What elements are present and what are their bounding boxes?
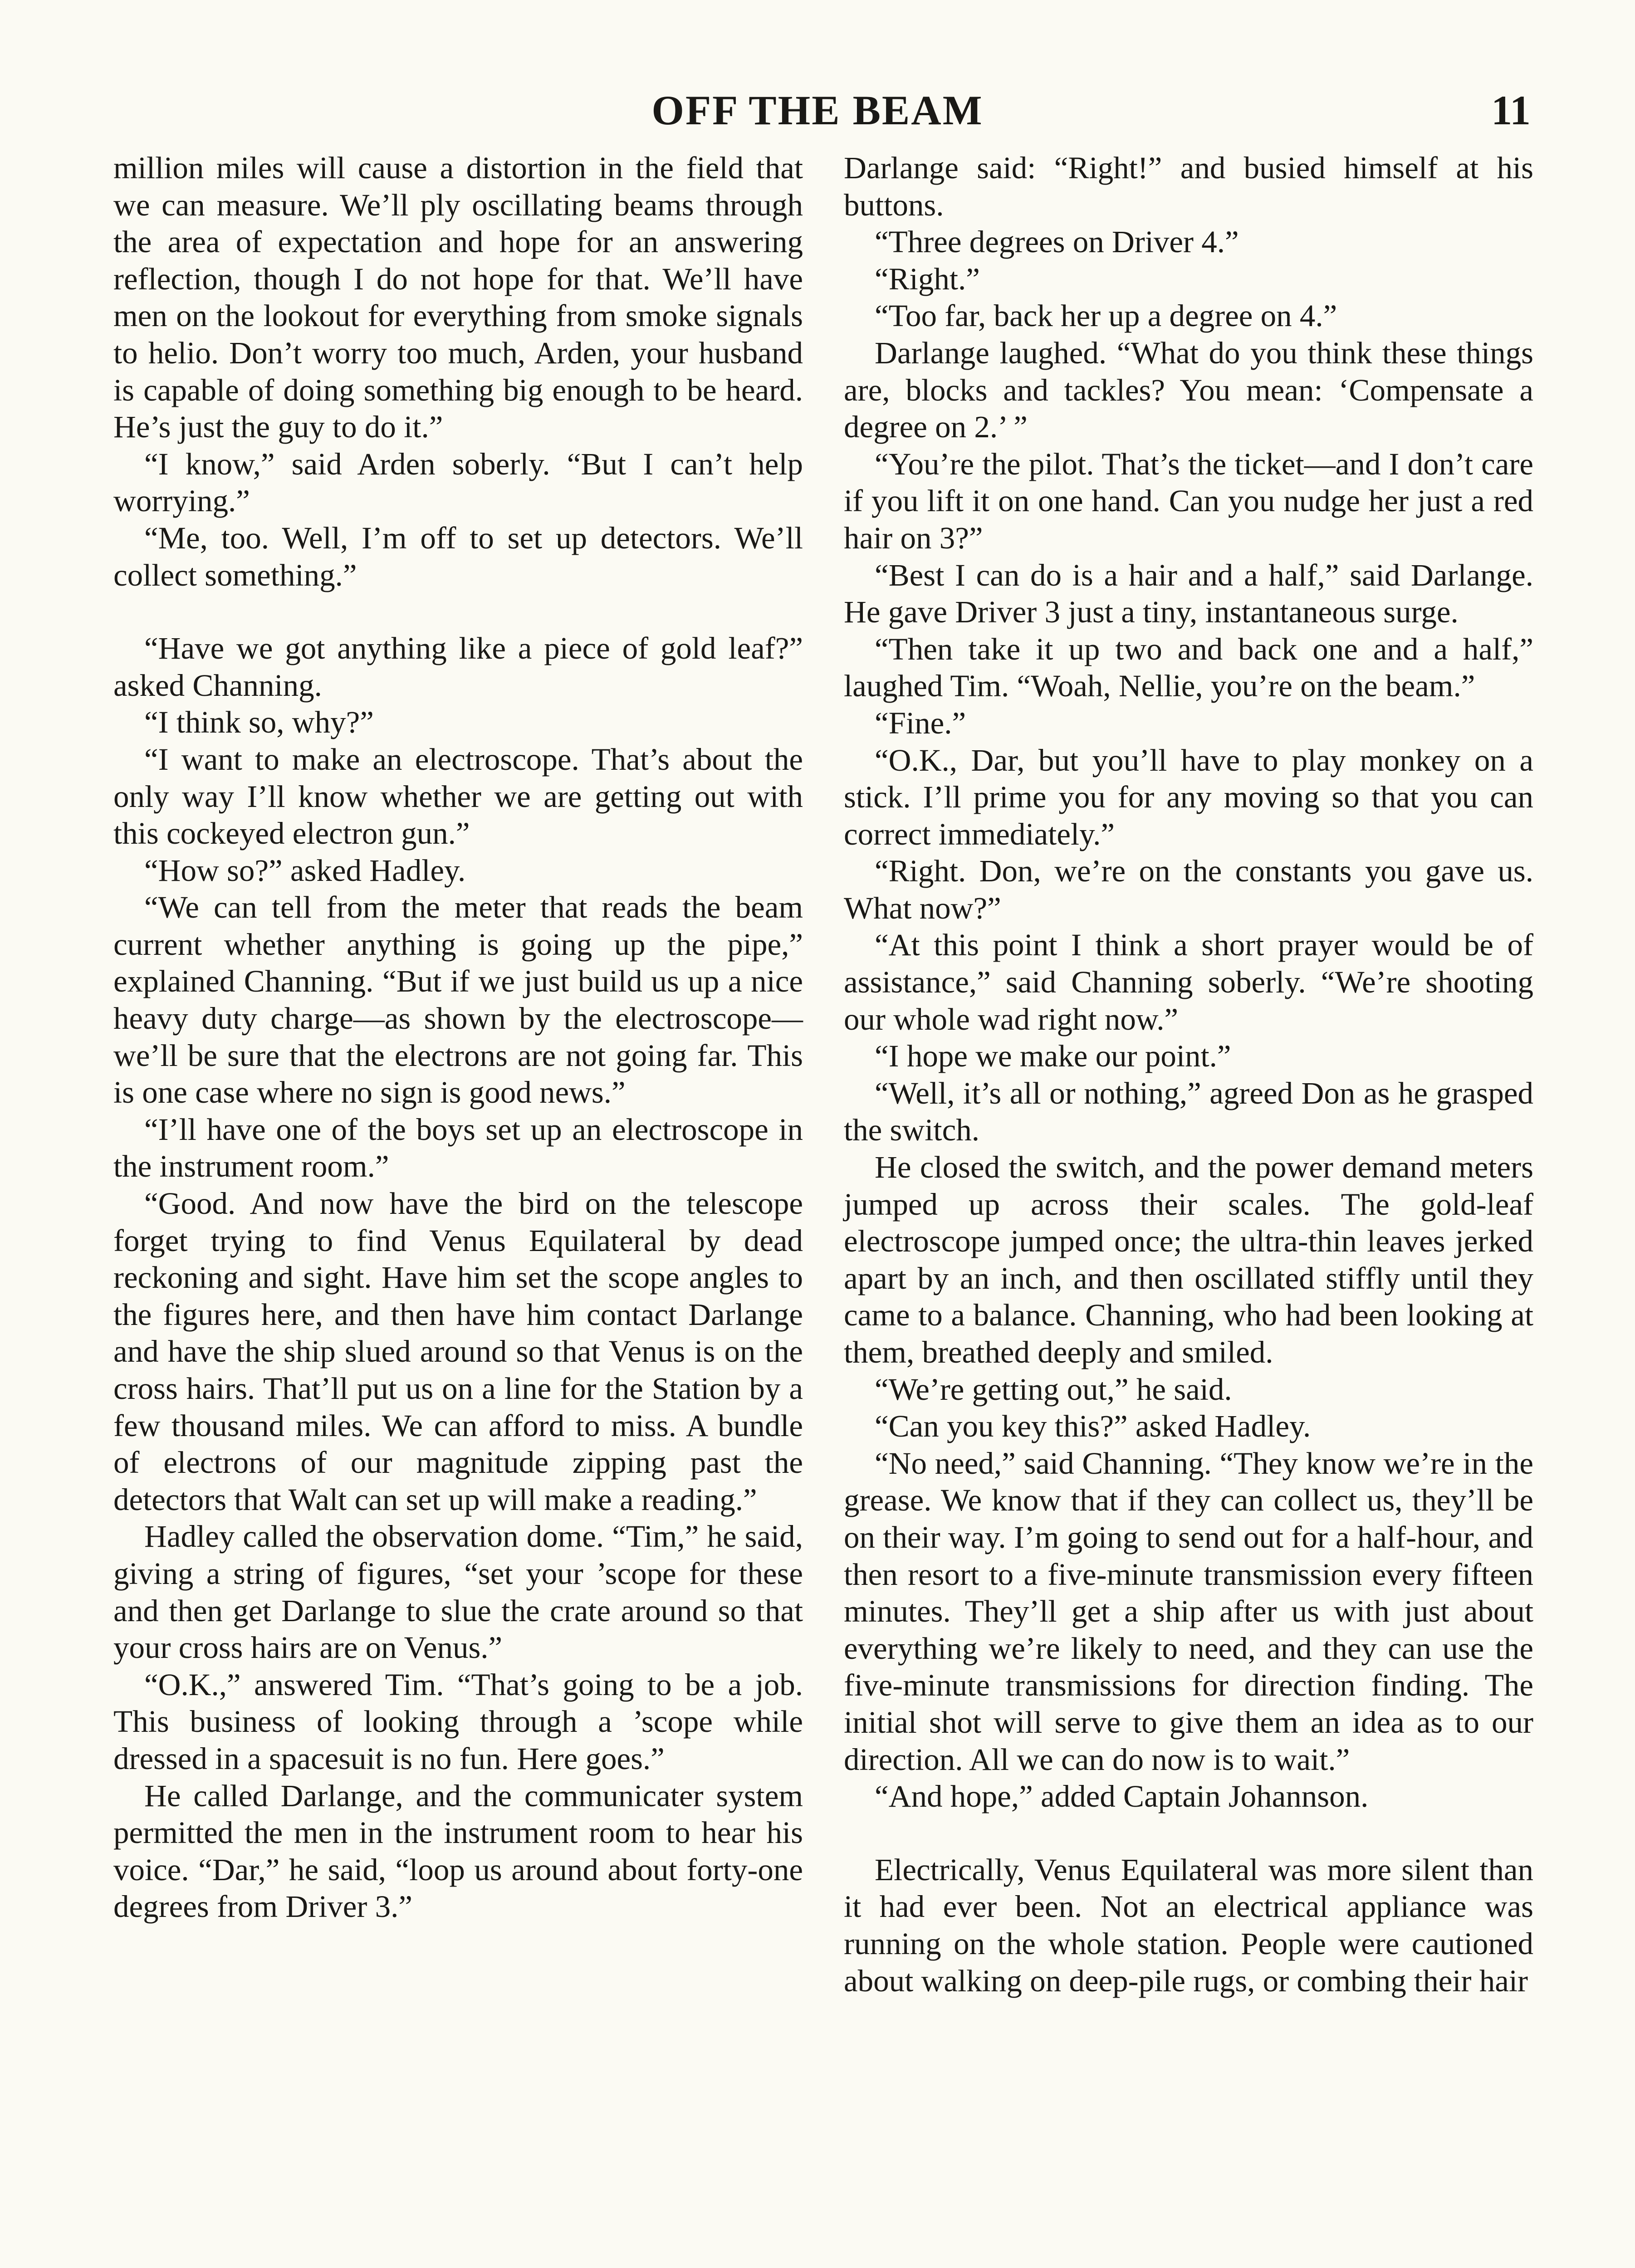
paragraph: million miles will cause a distortion in the field that we can measure. We’ll ply oscillating beams through the area of expectation and hope for an answering reflection, though I do not hope for that. We’ll have men on the lookout for everything from smoke signals to helio. Don’t worry too much, Arden, your husband is capable of doing something big enough to be heard. He’s just the guy to do it.” xyxy=(113,151,803,445)
paragraph: “O.K.,” answered Tim. “That’s going to be a job. This business of looking through a ’scope while dressed in a spacesuit is no fun. Here goes.” xyxy=(113,1667,803,1776)
paragraph: “Can you key this?” asked Hadley. xyxy=(875,1409,1311,1444)
paragraph: “We can tell from the meter that reads the beam current whether anything is going up the pipe,” explained Channing. “But if we just build us up a nice heavy duty charge—as shown by the electroscope—we’ll be sure that the electrons are not going far. This is one case where no sign is good news.” xyxy=(113,890,803,1110)
right-column xyxy=(844,150,1533,1999)
paragraph: “Right. Don, we’re on the constants you gave us. What now?” xyxy=(844,854,1533,925)
paragraph: “Then take it up two and back one and a half,” laughed Tim. “Woah, Nellie, you’re on the beam.” xyxy=(844,631,1533,704)
paragraph: “I want to make an electroscope. That’s about the only way I’ll know whether we are getting out with this cockeyed electron gun.” xyxy=(113,742,803,851)
paragraph: Electrically, Venus Equilateral was more silent than it had ever been. Not an electrical appliance was running on the whole station. People were cautioned about walking on deep-pile rugs, or combing their hair xyxy=(844,1852,1533,1998)
paragraph: “Good. And now have the bird on the telescope forget trying to find Venus Equilateral by dead reckoning and sight. Have him set the scope angles to the figures here, and then have him contact Darlange and have the ship slued around so that Venus is on the cross hairs. That’ll put us on a line for the Station by a few thousand miles. We can afford to miss. A bundle of electrons of our magnitude zipping past the detectors that Walt can set up will make a reading.” xyxy=(113,1186,803,1517)
paragraph: “No need,” said Channing. “They know we’re in the grease. We know that if they can collect us, they’ll be on their way. I’m going to send out for a half-hour, and then resort to a five-minute transmission every fifteen minutes. They’ll get a ship after us with just about everything we’re likely to need, and they can use the five-minute transmissions for direction finding. The initial shot will serve to give them an idea as to our direction. All we can do now is to wait.” xyxy=(844,1446,1533,1777)
paragraph: “We’re getting out,” he said. xyxy=(875,1372,1232,1407)
paragraph: “Fine.” xyxy=(875,705,966,740)
paragraph: “Three degrees on Driver 4.” xyxy=(875,225,1239,259)
paragraph: Hadley called the observation dome. “Tim,” he said, giving a string of figures, “set your ’scope for these and then get Darlange to slue the crate around so that your cross hairs are on Venus.” xyxy=(113,1519,803,1665)
paragraph: “I think so, why?” xyxy=(144,705,374,740)
paragraph: “You’re the pilot. That’s the ticket—and I don’t care if you lift it on one hand. Can you nudge her just a red hair on 3?” xyxy=(844,446,1533,555)
paragraph: He closed the switch, and the power demand meters jumped up across their scales. The gold-leaf electroscope jumped once; the ultra-thin leaves jerked apart by an inch, and then oscillated stiffly until they came to a balance. Channing, who had been looking at them, breathed deeply and smiled. xyxy=(844,1150,1533,1369)
running-head xyxy=(0,86,1635,150)
page-number: 11 xyxy=(1491,87,1531,133)
paragraph: “Right.” xyxy=(875,261,980,296)
left-column xyxy=(113,150,803,1926)
paragraph: “At this point I think a short prayer would be of assistance,” said Channing soberly. “We’re shooting our whole wad right now.” xyxy=(844,928,1533,1036)
paragraph: “Well, it’s all or nothing,” agreed Don as he grasped the switch. xyxy=(844,1075,1533,1148)
paragraph: “Best I can do is a hair and a half,” said Darlange. He gave Driver 3 just a tiny, instantaneous surge. xyxy=(844,557,1533,630)
running-title: OFF THE BEAM xyxy=(651,87,984,133)
paragraph: “I know,” said Arden soberly. “But I can’t help worrying.” xyxy=(113,446,803,518)
paragraph: Darlange said: “Right!” and busied himself at his buttons. xyxy=(844,151,1533,222)
paragraph: “And hope,” added Captain Johannson. xyxy=(875,1779,1369,1814)
paragraph: Darlange laughed. “What do you think these things are, blocks and tackles? You mean: ‘Compensate a degree on 2.’ ” xyxy=(844,335,1533,445)
paragraph: “Me, too. Well, I’m off to set up detectors. We’ll collect something.” xyxy=(113,520,803,592)
paragraph: “I hope we make our point.” xyxy=(875,1039,1231,1074)
paragraph: “Too far, back her up a degree on 4.” xyxy=(875,298,1337,333)
paragraph: “Have we got anything like a piece of gold leaf?” asked Channing. xyxy=(113,631,803,703)
paragraph: “How so?” asked Hadley. xyxy=(144,853,466,888)
paragraph: “O.K., Dar, but you’ll have to play monkey on a stick. I’ll prime you for any moving so that you can correct immediately.” xyxy=(844,743,1533,851)
paragraph: He called Darlange, and the communicater system permitted the men in the instrument room to hear his voice. “Dar,” he said, “loop us around about forty-one degrees from Driver 3.” xyxy=(113,1778,803,1924)
paragraph: “I’ll have one of the boys set up an electroscope in the instrument room.” xyxy=(113,1112,803,1184)
